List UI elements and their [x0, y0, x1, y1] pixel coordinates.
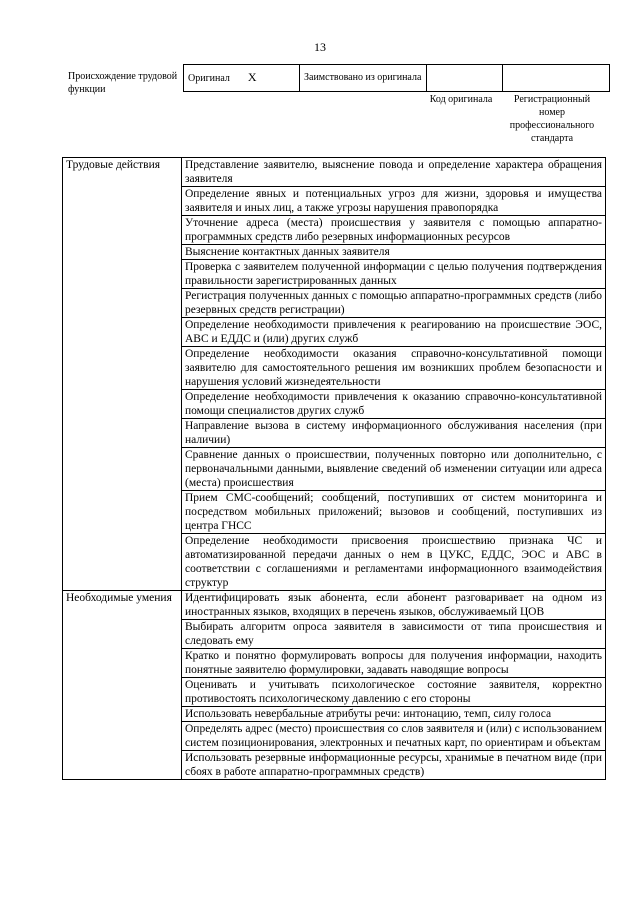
section-item: Проверка с заявителем полученной информации с целью получения подтверждения правильности зарегистрированных данных	[182, 260, 606, 289]
borrowed-label: Заимствовано из оригинала	[304, 72, 422, 83]
section-item: Регистрация полученных данных с помощью аппаратно-программных средств (либо резервных средств регистрации)	[182, 289, 606, 318]
original-label: Оригинал	[188, 73, 230, 84]
original-mark: X	[247, 70, 257, 84]
section-item: Определение необходимости привлечения к оказанию справочно-консультативной помощи специалистов других служб	[182, 390, 606, 419]
section-item: Представление заявителю, выяснение повода и определение характера обращения заявителя	[182, 158, 606, 187]
section-item: Использовать резервные информационные ресурсы, хранимые в печатном виде (при сбоях в работе аппаратно-программных средств)	[182, 751, 606, 780]
section-item: Определение необходимости оказания справочно-консультативной помощи заявителю для самостоятельного решения им возникших проблем безопасности и нарушения условий жизнедеятельности	[182, 347, 606, 390]
section-title: Трудовые действия	[63, 158, 182, 591]
origin-label: Происхождение трудовой функции	[68, 71, 178, 95]
reg-number-note: Регистрационный номер профессионального стандарта	[509, 94, 595, 144]
section-item: Использовать невербальные атрибуты речи: интонацию, темп, силу голоса	[182, 707, 606, 722]
section-item: Определение необходимости привлечения к реагированию на происшествие ЭОС, АВС и ЕДДС и (или) других служб	[182, 318, 606, 347]
reg-number-cell	[503, 65, 610, 92]
section-item: Кратко и понятно формулировать вопросы для получения информации, находить понятные заявителю формулировки, задавать наводящие вопросы	[182, 649, 606, 678]
functions-table	[62, 157, 606, 780]
code-original-note: Код оригинала	[429, 94, 493, 105]
table-row	[63, 591, 606, 620]
table-row	[63, 158, 606, 187]
section-item: Идентифицировать язык абонента, если абонент разговаривает на одном из иностранных языков, входящих в перечень языков, обслуживаемый ЦОВ	[182, 591, 606, 620]
section-item: Прием СМС-сообщений; сообщений, поступивших от систем мониторинга и посредством мобильных приложений; вызовов и сообщений, поступивших из центра ГНСС	[182, 491, 606, 534]
borrowed-cell	[300, 65, 427, 92]
code-cell	[427, 65, 503, 92]
section-item: Сравнение данных о происшествии, полученных повторно или дополнительно, с первоначальными данными, выявление сведений об изменении ситуации или адреса (места) происшествия	[182, 448, 606, 491]
section-item: Определять адрес (место) происшествия со слов заявителя и (или) с использованием систем позиционирования, электронных и печатных карт, по ориентирам и объектам	[182, 722, 606, 751]
section-item: Уточнение адреса (места) происшествия у заявителя с помощью аппаратно-программных средств либо резервных информационных ресурсов	[182, 216, 606, 245]
section-item: Выбирать алгоритм опроса заявителя в зависимости от типа происшествия и следовать ему	[182, 620, 606, 649]
section-item: Выяснение контактных данных заявителя	[182, 245, 606, 260]
section-item: Определение необходимости присвоения происшествию признака ЧС и автоматизированной передачи данных о нем в ЦУКС, ЕДДС, ЭОС и АВС в соответствии с соглашениями и регламентами информационного взаимодействия структур	[182, 534, 606, 591]
section-item: Направление вызова в систему информационного обслуживания населения (при наличии)	[182, 419, 606, 448]
section-title: Необходимые умения	[63, 591, 182, 780]
section-item: Оценивать и учитывать психологическое состояние заявителя, корректно противостоять психологическому давлению с его стороны	[182, 678, 606, 707]
origin-table	[183, 64, 610, 92]
original-cell	[184, 65, 300, 92]
page-number: 13	[314, 40, 326, 54]
section-item: Определение явных и потенциальных угроз для жизни, здоровья и имущества заявителя и иных лиц, а также угрозы нарушения правопорядка	[182, 187, 606, 216]
